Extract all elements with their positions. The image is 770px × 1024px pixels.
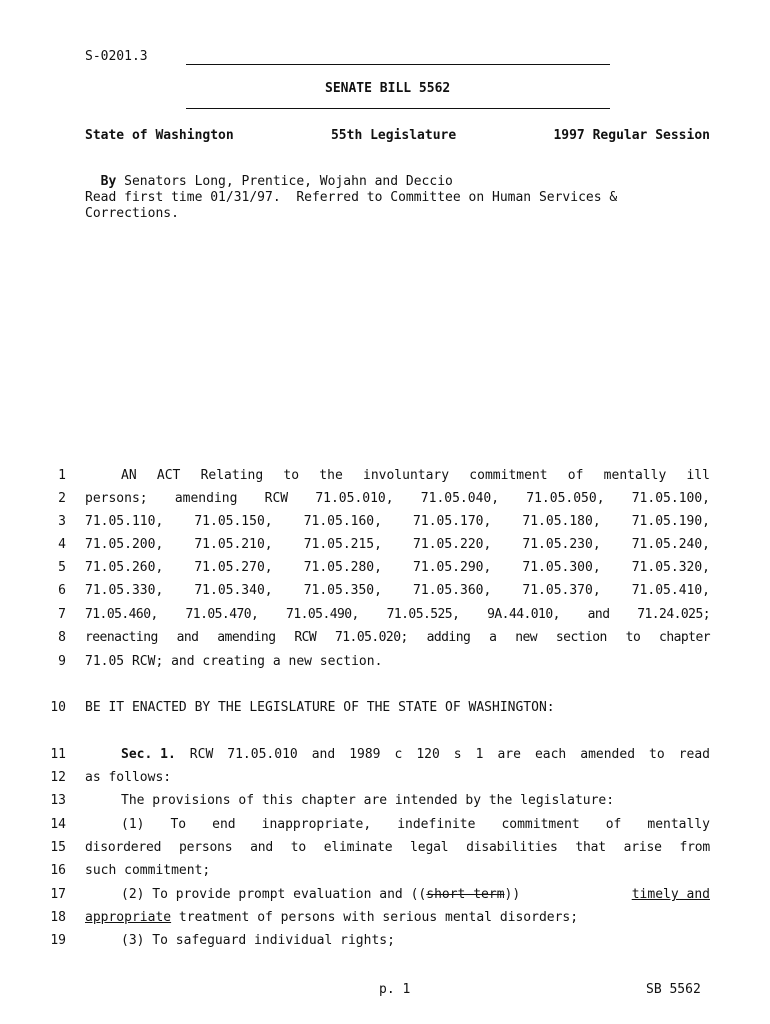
- session-label: 1997 Regular Session: [553, 128, 710, 143]
- bill-reference: SB 5562: [646, 982, 701, 997]
- line-number: 9: [58, 654, 66, 669]
- body-line: reenacting and amending RCW 71.05.020; adding a new section to chapter: [85, 630, 710, 645]
- read-first-line: Read first time 01/31/97. Referred to Committee on Human Services &: [85, 190, 618, 205]
- line-number: 1: [58, 468, 66, 483]
- line-number: 18: [50, 910, 66, 925]
- inserted-text: appropriate: [85, 910, 172, 925]
- body-line: 71.05.200, 71.05.210, 71.05.215, 71.05.220, 71.05.230, 71.05.240,: [85, 537, 710, 552]
- section-label: Sec. 1.: [121, 747, 176, 762]
- line-number: 8: [58, 630, 66, 645]
- sponsor-line: [85, 159, 453, 189]
- section-text: RCW 71.05.010 and 1989 c 120 s 1 are each amended to read: [189, 747, 710, 762]
- line-number: 15: [50, 840, 66, 855]
- state-label: State of Washington: [85, 128, 234, 143]
- line-number: 13: [50, 793, 66, 808]
- enacting-clause: BE IT ENACTED BY THE LEGISLATURE OF THE STATE OF WASHINGTON:: [85, 700, 555, 715]
- body-line: AN ACT Relating to the involuntary commitment of mentally ill: [121, 468, 710, 483]
- line-number: 11: [50, 747, 66, 762]
- legislature-label: 55th Legislature: [330, 128, 457, 143]
- by-label: By: [100, 174, 117, 189]
- line-number: 10: [50, 700, 66, 715]
- line-number: 14: [50, 817, 66, 832]
- body-line: 71.05.330, 71.05.340, 71.05.350, 71.05.360, 71.05.370, 71.05.410,: [85, 583, 710, 598]
- body-line: disordered persons and to eliminate legal disabilities that arise from: [85, 840, 710, 855]
- line-number: 3: [58, 514, 66, 529]
- inserted-text: timely and: [631, 887, 710, 902]
- body-line: persons; amending RCW 71.05.010, 71.05.040, 71.05.050, 71.05.100,: [85, 491, 710, 506]
- line-number: 4: [58, 537, 66, 552]
- struck-text: short term: [426, 887, 505, 902]
- line-number: 17: [50, 887, 66, 902]
- body-line: 71.05 RCW; and creating a new section.: [85, 654, 383, 669]
- line-number: 2: [58, 491, 66, 506]
- body-line: (1) To end inappropriate, indefinite commitment of mentally: [121, 817, 710, 832]
- section-heading-line: [85, 747, 710, 762]
- page-number: p. 1: [379, 982, 411, 997]
- line-number: 12: [50, 770, 66, 785]
- amended-pre: (2) To provide prompt evaluation and ((short term)): [121, 887, 521, 902]
- line-number: 16: [50, 863, 66, 878]
- document-code: S-0201.3: [85, 49, 148, 64]
- body-line: (3) To safeguard individual rights;: [121, 933, 395, 948]
- body-line: The provisions of this chapter are intended by the legislature:: [121, 793, 615, 808]
- read-first-line-cont: Corrections.: [85, 206, 179, 221]
- line-number: 6: [58, 583, 66, 598]
- line-number: 5: [58, 560, 66, 575]
- body-line: such commitment;: [85, 863, 211, 878]
- header-rule-top: [186, 64, 610, 65]
- line-number: 7: [58, 607, 66, 622]
- body-line: 71.05.260, 71.05.270, 71.05.280, 71.05.290, 71.05.300, 71.05.320,: [85, 560, 710, 575]
- session-header: [85, 128, 710, 143]
- body-line: 71.05.460, 71.05.470, 71.05.490, 71.05.525, 9A.44.010, and 71.24.025;: [85, 607, 710, 622]
- header-rule-bottom: [186, 108, 610, 109]
- amended-line: [85, 887, 710, 902]
- bill-title: SENATE BILL 5562: [325, 81, 451, 96]
- body-line: 71.05.110, 71.05.150, 71.05.160, 71.05.170, 71.05.180, 71.05.190,: [85, 514, 710, 529]
- amended-line: appropriate treatment of persons with serious mental disorders;: [85, 910, 579, 925]
- line-number: 19: [50, 933, 66, 948]
- body-line: as follows:: [85, 770, 172, 785]
- sponsors: Senators Long, Prentice, Wojahn and Deccio: [124, 174, 453, 189]
